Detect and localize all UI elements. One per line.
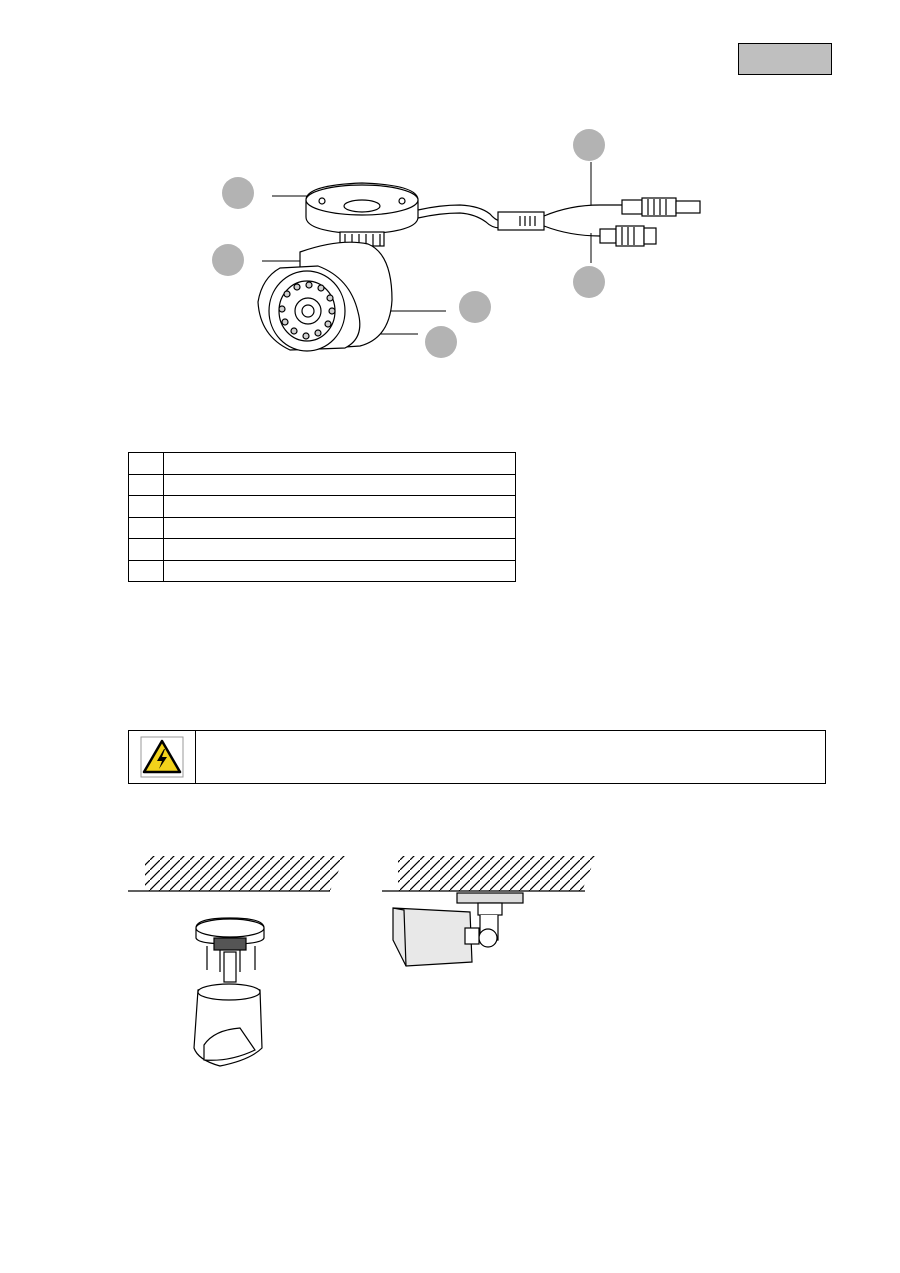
camera-overview-illustration — [0, 0, 900, 400]
mounting-base — [306, 183, 418, 246]
camera-cable — [418, 205, 622, 236]
warning-text — [196, 731, 825, 783]
exploded-mount-drawing — [194, 918, 264, 1066]
camera-body — [258, 242, 392, 351]
table-row — [129, 517, 516, 539]
power-connector — [622, 198, 700, 216]
video-connector — [600, 226, 656, 246]
mounted-camera-drawing — [393, 893, 523, 966]
table-row — [129, 496, 516, 518]
table-row — [129, 560, 516, 582]
part-number — [129, 496, 164, 518]
part-description — [164, 453, 516, 475]
part-description — [164, 496, 516, 518]
callout-circle-power-cable — [573, 129, 605, 161]
part-number — [129, 517, 164, 539]
callout-circle-bracket — [222, 177, 254, 209]
warning-box — [128, 730, 826, 784]
table-row — [129, 453, 516, 475]
part-number — [129, 453, 164, 475]
part-number — [129, 539, 164, 561]
ceiling-right — [382, 856, 596, 891]
warning-icon-cell — [129, 731, 196, 783]
ceiling-left — [128, 856, 345, 891]
callout-circle-lens — [459, 291, 491, 323]
part-number — [129, 474, 164, 496]
part-number — [129, 560, 164, 582]
part-description — [164, 539, 516, 561]
part-description — [164, 517, 516, 539]
table-row — [129, 474, 516, 496]
parts-table — [128, 452, 516, 582]
callout-circle-video-cable — [573, 266, 605, 298]
part-description — [164, 560, 516, 582]
part-description — [164, 474, 516, 496]
table-row — [129, 539, 516, 561]
callout-circle-housing — [212, 244, 244, 276]
high-voltage-warning-icon — [140, 736, 184, 778]
callout-circle-ir-led — [425, 326, 457, 358]
